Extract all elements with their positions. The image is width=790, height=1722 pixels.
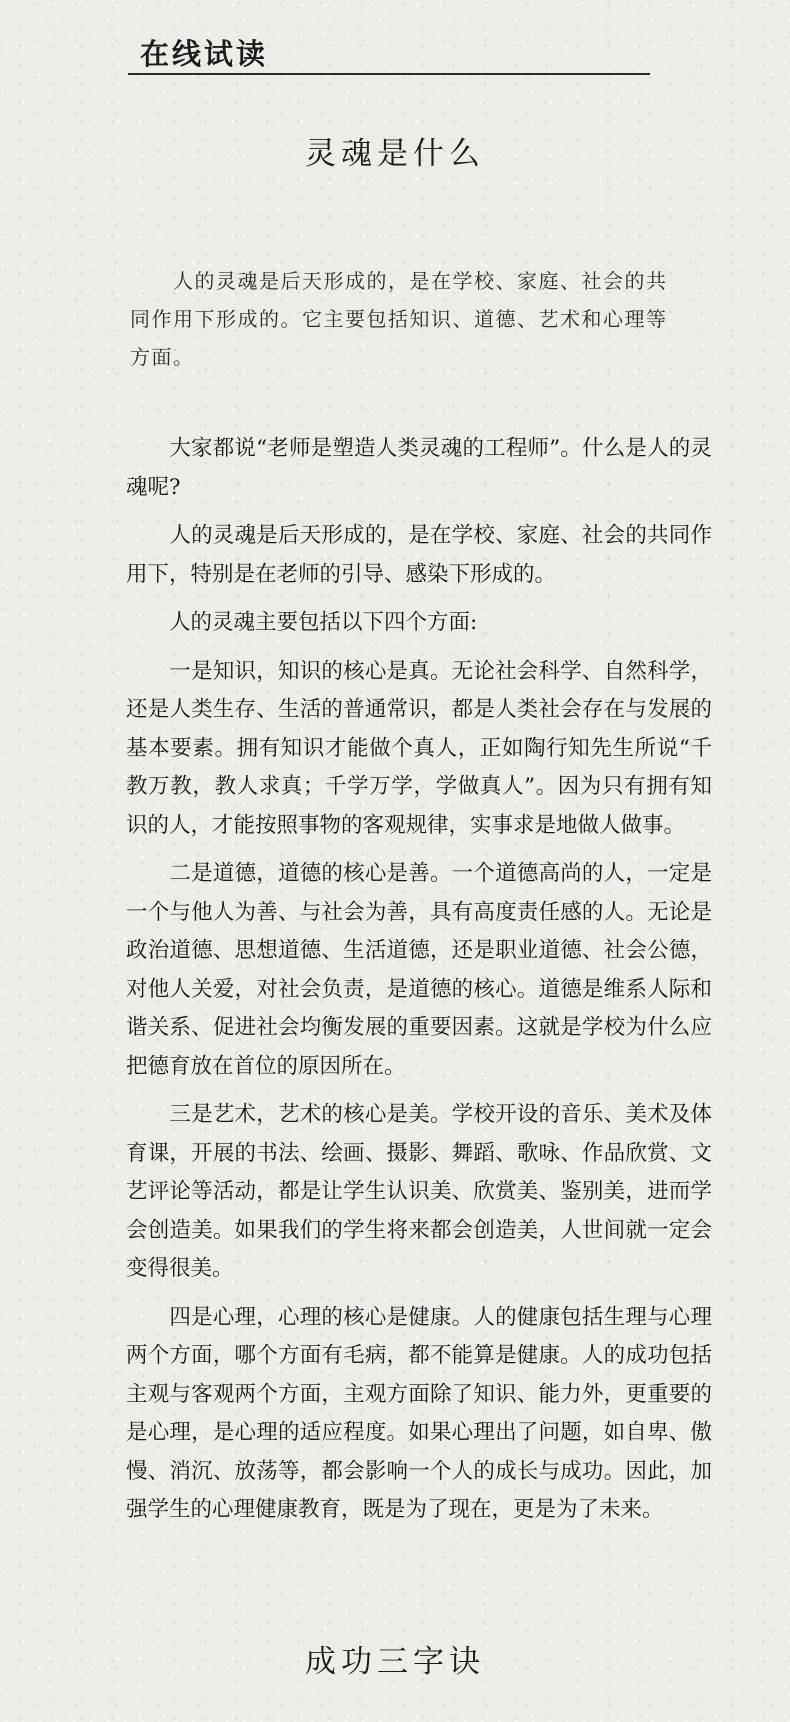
- next-section-title: 成功三字诀: [305, 1644, 485, 1680]
- article-body: [126, 430, 712, 1540]
- section-header: [128, 28, 650, 75]
- body-paragraph: 二是道德，道德的核心是善。一个道德高尚的人，一定是一个与他人为善、与社会为善，具有高度责任感的人。无论是政治道德、思想道德、生活道德，还是职业道德、社会公德，对他人关爱，对社会负责，是道德的核心。道德是维系人际和谐关系、促进社会均衡发展的重要因素。这就是学校为什么应把德育放在首位的原因所在。: [126, 861, 712, 1079]
- section-header-label: 在线试读: [140, 37, 269, 71]
- article-abstract: 人的灵魂是后天形成的，是在学校、家庭、社会的共同作用下形成的。它主要包括知识、道德、艺术和心理等方面。: [130, 269, 668, 369]
- body-paragraph: 人的灵魂是后天形成的，是在学校、家庭、社会的共同作用下，特别是在老师的引导、感染下形成的。: [126, 523, 712, 587]
- body-paragraph: 人的灵魂主要包括以下四个方面:: [126, 610, 478, 635]
- body-paragraph: 一是知识，知识的核心是真。无论社会科学、自然科学，还是人类生存、生活的普通常识，都是人类社会存在与发展的基本要素。拥有知识才能做个真人，正如陶行知先生所说“千教万教，教人求真；千学万学，学做真人”。因为只有拥有知识的人，才能按照事物的客观规律，实事求是地做人做事。: [126, 658, 712, 838]
- body-paragraph: 大家都说“老师是塑造人类灵魂的工程师”。什么是人的灵魂呢?: [126, 436, 712, 500]
- body-paragraph: 三是艺术，艺术的核心是美。学校开设的音乐、美术及体育课，开展的书法、绘画、摄影、舞蹈、歌咏、作品欣赏、文艺评论等活动，都是让学生认识美、欣赏美、鉴别美，进而学会创造美。如果我们的学生将来都会创造美，人世间就一定会变得很美。: [126, 1102, 712, 1281]
- article-title: 灵魂是什么: [305, 136, 485, 172]
- body-paragraph: 四是心理，心理的核心是健康。人的健康包括生理与心理两个方面，哪个方面有毛病，都不能算是健康。人的成功包括主观与客观两个方面，主观方面除了知识、能力外，更重要的是心理，是心理的适应程度。如果心理出了问题，如自卑、傲慢、消沉、放荡等，都会影响一个人的成长与成功。因此，加强学生的心理健康教育，既是为了现在，更是为了未来。: [126, 1304, 712, 1522]
